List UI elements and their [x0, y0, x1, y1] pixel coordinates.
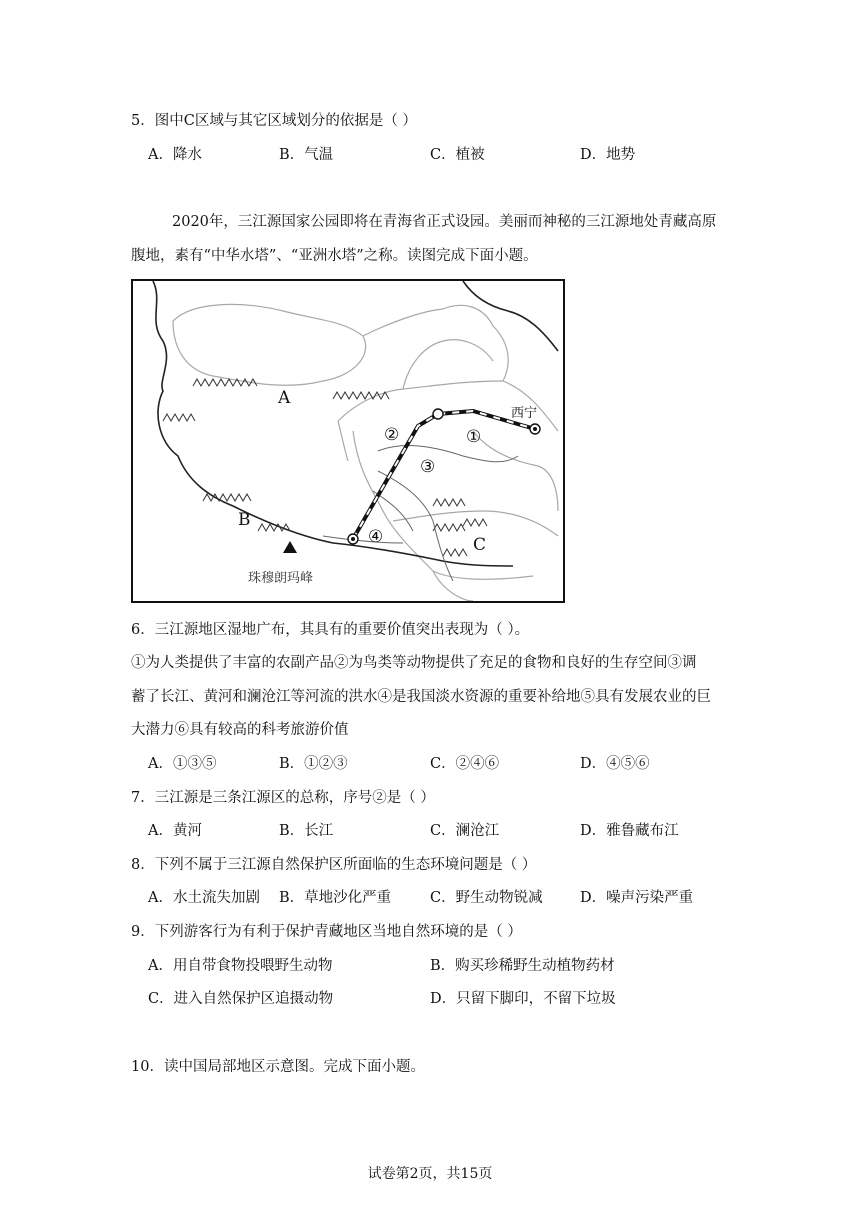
three-rivers-map — [131, 279, 565, 603]
q9-option-c[interactable]: C．进入自然保护区追摄动物 — [148, 991, 334, 1007]
map-marker-2: ② — [384, 425, 400, 445]
map-marker-4: ④ — [368, 527, 384, 547]
q9-option-d[interactable]: D．只留下脚印，不留下垃圾 — [430, 991, 616, 1007]
q8-option-c[interactable]: C．野生动物锐减 — [430, 890, 543, 906]
q5-option-c[interactable]: C．植被 — [430, 147, 485, 163]
q6-option-d[interactable]: D．④⑤⑥ — [580, 756, 650, 772]
q6-option-c[interactable]: C．②④⑥ — [430, 756, 500, 772]
q5-stem: 5．图中C区域与其它区域划分的依据是（ ） — [131, 113, 417, 129]
q9-option-b[interactable]: B．购买珍稀野生动植物药材 — [430, 958, 615, 974]
q5-option-d[interactable]: D．地势 — [580, 147, 636, 163]
page-footer: 试卷第2页，共15页 — [367, 1166, 493, 1182]
q7-option-c[interactable]: C．澜沧江 — [430, 823, 500, 839]
q7-option-d[interactable]: D．雅鲁藏布江 — [580, 823, 679, 839]
map-marker-3: ③ — [420, 457, 436, 477]
q6-option-a[interactable]: A．①③⑤ — [148, 756, 217, 772]
q6-stem: 6．三江源地区湿地广布，其具有的重要价值突出表现为（ ）。 — [131, 622, 530, 638]
map-label-c: C — [473, 535, 487, 555]
map-marker-1: ① — [466, 427, 482, 447]
q5-option-b[interactable]: B．气温 — [279, 147, 334, 163]
map-label-b: B — [238, 510, 251, 530]
intro-line-2: 腹地，素有“中华水塔”、“亚洲水塔”之称。读图完成下面小题。 — [131, 248, 538, 264]
q8-stem: 8．下列不属于三江源自然保护区所面临的生态环境问题是（ ） — [131, 857, 537, 873]
q7-option-b[interactable]: B．长江 — [279, 823, 334, 839]
q7-option-a[interactable]: A．黄河 — [148, 823, 202, 839]
map-label-everest: 珠穆朗玛峰 — [248, 571, 314, 586]
map-label-xining: 西宁 — [511, 406, 538, 421]
q10-stem: 10．读中国局部地区示意图。完成下面小题。 — [131, 1059, 425, 1075]
q6-body-line-3: 大潜力⑥具有较高的科考旅游价值 — [131, 722, 349, 738]
q6-body-line-2: 蓄了长江、黄河和澜沧江等河流的洪水④是我国淡水资源的重要补给地⑤具有发展农业的巨 — [131, 689, 711, 705]
q7-stem: 7．三江源是三条江源区的总称，序号②是（ ） — [131, 790, 435, 806]
q8-option-a[interactable]: A．水土流失加剧 — [148, 890, 260, 906]
q9-stem: 9．下列游客行为有利于保护青藏地区当地自然环境的是（ ） — [131, 924, 522, 940]
q5-option-a[interactable]: A．降水 — [148, 147, 202, 163]
map-label-a: A — [278, 388, 291, 408]
q8-option-d[interactable]: D．噪声污染严重 — [580, 890, 694, 906]
q8-option-b[interactable]: B．草地沙化严重 — [279, 890, 392, 906]
q9-option-a[interactable]: A．用自带食物投喂野生动物 — [148, 958, 333, 974]
q6-option-b[interactable]: B．①②③ — [279, 756, 348, 772]
intro-line-1: 2020年，三江源国家公园即将在青海省正式设园。美丽而神秘的三江源地处青藏高原 — [172, 214, 717, 230]
q6-body-line-1: ①为人类提供了丰富的农副产品②为鸟类等动物提供了充足的食物和良好的生存空间③调 — [131, 655, 697, 671]
